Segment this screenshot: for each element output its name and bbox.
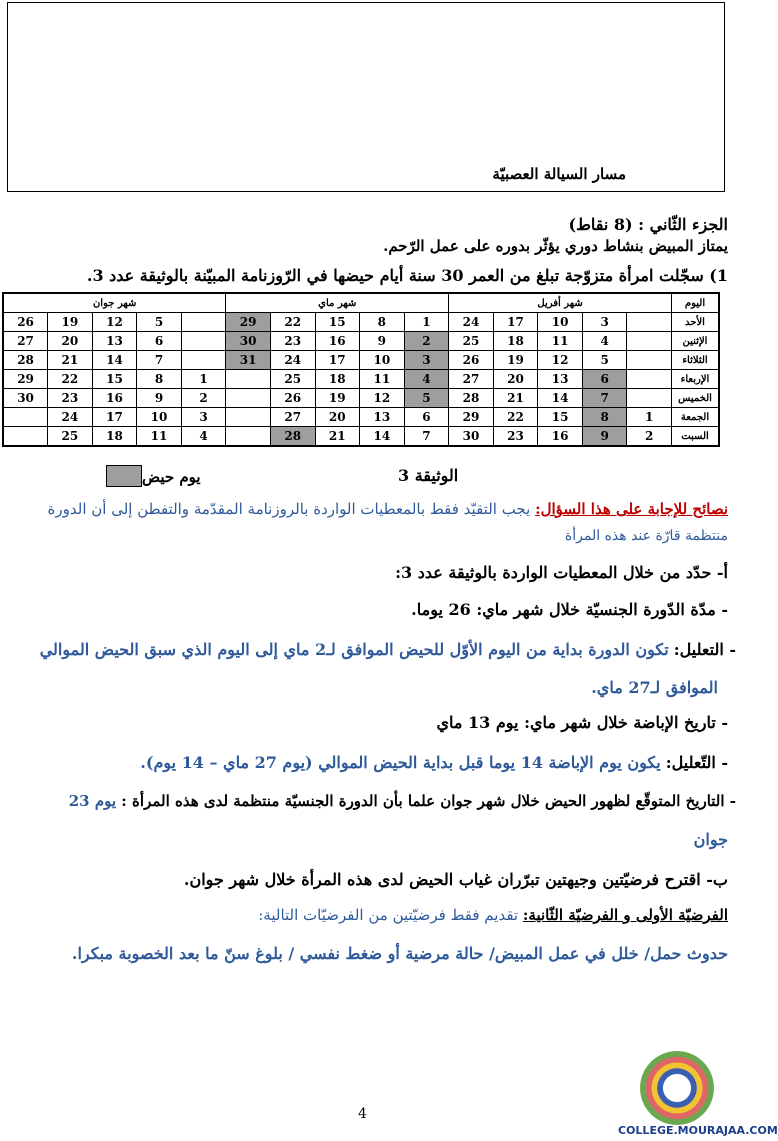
calendar-cell: 15 (92, 370, 137, 389)
calendar-cell: 19 (315, 389, 360, 408)
legend-label: يوم حيض (142, 468, 201, 486)
calendar-cell: 3 (181, 408, 226, 427)
calendar-cell: 23 (270, 332, 315, 351)
calendar-cell: 19 (493, 351, 538, 370)
answer-3 (69, 792, 736, 810)
calendar-cell: 3 (582, 313, 627, 332)
calendar-cell: 7 (404, 427, 449, 447)
header-day: اليوم (672, 293, 720, 313)
explanation-text-1: تكون الدورة بداية من اليوم الأوّل للحيض الموافق لـ2 ماي إلى اليوم الذي سبق الحيض الموالي (39, 640, 669, 659)
calendar-cell: 14 (538, 389, 583, 408)
hypothesis-heading (258, 906, 728, 924)
calendar-cell: 8 (582, 408, 627, 427)
calendar-cell: 4 (404, 370, 449, 389)
calendar-cell: 9 (582, 427, 627, 447)
site-logo-text: COLLEGE.MOURAJAA.COM (618, 1124, 778, 1137)
calendar-cell (226, 389, 271, 408)
explanation-text-1b: الموافق لـ27 ماي. (591, 678, 718, 697)
answer-3-value: يوم 23 (68, 792, 117, 810)
calendar-cell: 22 (493, 408, 538, 427)
answer-3-text: - التاريخ المتوقّع لظهور الحيض خلال شهر جوان علما بأن الدورة الجنسيّة منتظمة لدى هذه المرأة : (121, 792, 736, 810)
calendar-day-name: الأحد (672, 313, 720, 332)
calendar-cell: 2 (627, 427, 672, 447)
document-label: الوثيقة 3 (398, 466, 459, 485)
calendar-row (3, 332, 719, 351)
advice-title: نصائح للإجابة على هذا السؤال: (535, 500, 728, 518)
explanation-label-1: - التعليل: (673, 640, 736, 659)
calendar-cell: 6 (404, 408, 449, 427)
calendar-cell: 27 (3, 332, 48, 351)
calendar-cell: 5 (137, 313, 182, 332)
calendar-cell: 21 (315, 427, 360, 447)
calendar-cell: 21 (48, 351, 93, 370)
calendar-cell (627, 370, 672, 389)
question-b: ب- اقترح فرضيّتين وجيهتين تبرّران غياب الحيض لدى هذه المرأة خلال شهر جوان. (183, 870, 728, 889)
calendar-cell: 28 (270, 427, 315, 447)
calendar-day-name: الجمعة (672, 408, 720, 427)
calendar-cell: 15 (538, 408, 583, 427)
calendar-cell: 11 (360, 370, 405, 389)
calendar-cell: 31 (226, 351, 271, 370)
calendar-row (3, 427, 719, 447)
calendar-cell: 17 (493, 313, 538, 332)
calendar-cell: 24 (449, 313, 494, 332)
calendar-row (3, 408, 719, 427)
figure-frame (7, 2, 725, 192)
calendar-row (3, 389, 719, 408)
calendar-day-name: السبت (672, 427, 720, 447)
calendar-cell: 6 (582, 370, 627, 389)
calendar-cell: 21 (493, 389, 538, 408)
calendar-cell: 29 (3, 370, 48, 389)
calendar-cell: 10 (360, 351, 405, 370)
calendar-cell: 4 (582, 332, 627, 351)
calendar-cell: 22 (270, 313, 315, 332)
calendar-cell: 9 (137, 389, 182, 408)
calendar-cell: 9 (360, 332, 405, 351)
page-number: 4 (358, 1106, 367, 1122)
calendar-cell (226, 370, 271, 389)
answer-2-explanation (140, 753, 728, 772)
calendar-cell: 28 (3, 351, 48, 370)
calendar-cell (627, 389, 672, 408)
calendar-cell (181, 351, 226, 370)
calendar-day-name: الإربعاء (672, 370, 720, 389)
calendar-cell: 20 (493, 370, 538, 389)
legend-swatch (106, 465, 142, 487)
calendar-cell: 17 (315, 351, 360, 370)
header-month-june: شهر جوان (3, 293, 226, 313)
calendar-cell: 24 (270, 351, 315, 370)
calendar-cell (3, 427, 48, 447)
calendar-cell: 10 (137, 408, 182, 427)
calendar-cell (226, 427, 271, 447)
calendar-day-name: الإثنين (672, 332, 720, 351)
calendar-cell: 13 (92, 332, 137, 351)
hypothesis-list: حدوث حمل/ خلل في عمل المبيض/ حالة مرضية أو ضغط نفسي / بلوغ سنّ ما بعد الخصوبة مبكرا. (71, 944, 728, 963)
calendar-cell: 20 (48, 332, 93, 351)
calendar-cell: 17 (92, 408, 137, 427)
calendar-cell: 30 (449, 427, 494, 447)
calendar-cell: 26 (449, 351, 494, 370)
part-title: الجزء الثّاني : (8 نقاط) (568, 215, 728, 234)
calendar-cell: 10 (538, 313, 583, 332)
calendar-cell: 26 (3, 313, 48, 332)
calendar-cell: 28 (449, 389, 494, 408)
explanation-label-2: - التّعليل: (665, 753, 728, 772)
header-month-april: شهر أفريل (449, 293, 672, 313)
calendar-cell: 2 (404, 332, 449, 351)
calendar-cell: 29 (226, 313, 271, 332)
calendar-cell: 8 (360, 313, 405, 332)
answer-3-value-2: جوان (693, 830, 728, 849)
calendar-cell: 14 (92, 351, 137, 370)
hypothesis-intro: تقديم فقط فرضيّتين من الفرضيّات التالية: (258, 906, 519, 924)
calendar-cell: 14 (360, 427, 405, 447)
question-a: أ- حدّد من خلال المعطيات الواردة بالوثيقة عدد 3: (395, 563, 728, 582)
calendar-cell (627, 313, 672, 332)
calendar-cell (226, 408, 271, 427)
calendar-cell: 25 (48, 427, 93, 447)
calendar-cell: 7 (582, 389, 627, 408)
calendar-cell: 12 (360, 389, 405, 408)
calendar-cell: 12 (538, 351, 583, 370)
calendar-cell (181, 332, 226, 351)
calendar-cell: 30 (226, 332, 271, 351)
answer-1: - مدّة الدّورة الجنسيّة خلال شهر ماي: 26 يوما. (411, 600, 728, 619)
calendar-cell (627, 332, 672, 351)
calendar-cell: 22 (48, 370, 93, 389)
calendar-cell: 16 (538, 427, 583, 447)
calendar-cell: 18 (315, 370, 360, 389)
answer-1-explanation (40, 640, 736, 659)
calendar-cell: 8 (137, 370, 182, 389)
figure-caption: مسار السيالة العصبيّة (492, 165, 626, 183)
calendar-cell: 16 (92, 389, 137, 408)
calendar-cell: 27 (449, 370, 494, 389)
calendar-cell (3, 408, 48, 427)
calendar-cell: 23 (493, 427, 538, 447)
calendar-cell: 5 (404, 389, 449, 408)
calendar-cell: 2 (181, 389, 226, 408)
calendar-day-name: الثلاثاء (672, 351, 720, 370)
calendar-cell: 6 (137, 332, 182, 351)
calendar-cell: 23 (48, 389, 93, 408)
calendar-cell: 7 (137, 351, 182, 370)
calendar-cell: 18 (92, 427, 137, 447)
calendar-cell: 3 (404, 351, 449, 370)
answer-2: - تاريخ الإباضة خلال شهر ماي: يوم 13 ماي (436, 713, 728, 732)
advice-text: يجب التقيّد فقط بالمعطيات الواردة بالروزنامة المقدّمة والتفطن إلى أن الدورة (47, 500, 531, 518)
calendar-cell: 1 (627, 408, 672, 427)
calendar-cell: 20 (315, 408, 360, 427)
calendar-cell: 18 (493, 332, 538, 351)
calendar-cell: 19 (48, 313, 93, 332)
calendar-row (3, 370, 719, 389)
calendar-cell: 16 (315, 332, 360, 351)
calendar-cell (627, 351, 672, 370)
calendar-cell: 1 (181, 370, 226, 389)
calendar-cell: 13 (360, 408, 405, 427)
advice-text-2: منتظمة قارّة عند هذه المرأة (564, 528, 728, 544)
calendar-row (3, 351, 719, 370)
explanation-text-2: يكون يوم الإباضة 14 يوما قبل بداية الحيض الموالي (يوم 27 ماي – 14 يوم). (140, 753, 661, 772)
calendar-cell: 25 (270, 370, 315, 389)
intro-line-1: يمتاز المبيض بنشاط دوري يؤثّر بدوره على عمل الرّحم. (383, 237, 728, 255)
calendar-cell: 29 (449, 408, 494, 427)
calendar-cell: 13 (538, 370, 583, 389)
calendar-table (2, 292, 720, 447)
calendar-row (3, 313, 719, 332)
calendar-day-name: الخميس (672, 389, 720, 408)
calendar-cell: 5 (582, 351, 627, 370)
calendar-cell: 27 (270, 408, 315, 427)
calendar-cell: 15 (315, 313, 360, 332)
calendar-cell: 11 (137, 427, 182, 447)
calendar-cell: 12 (92, 313, 137, 332)
calendar-cell (181, 313, 226, 332)
calendar-cell: 4 (181, 427, 226, 447)
calendar-cell: 24 (48, 408, 93, 427)
header-month-may: شهر ماي (226, 293, 449, 313)
site-logo-icon (636, 1048, 718, 1128)
intro-line-2: 1) سجّلت امرأة متزوّجة تبلغ من العمر 30 سنة أيام حيضها في الرّوزنامة المبيّنة بالوثيقة عدد 3. (86, 266, 728, 285)
calendar-cell: 11 (538, 332, 583, 351)
calendar-cell: 1 (404, 313, 449, 332)
calendar-cell: 26 (270, 389, 315, 408)
hypothesis-title: الفرضيّة الأولى و الفرضيّة الثّانية: (522, 906, 728, 924)
calendar-cell: 30 (3, 389, 48, 408)
calendar-cell: 25 (449, 332, 494, 351)
advice-line (48, 500, 728, 518)
